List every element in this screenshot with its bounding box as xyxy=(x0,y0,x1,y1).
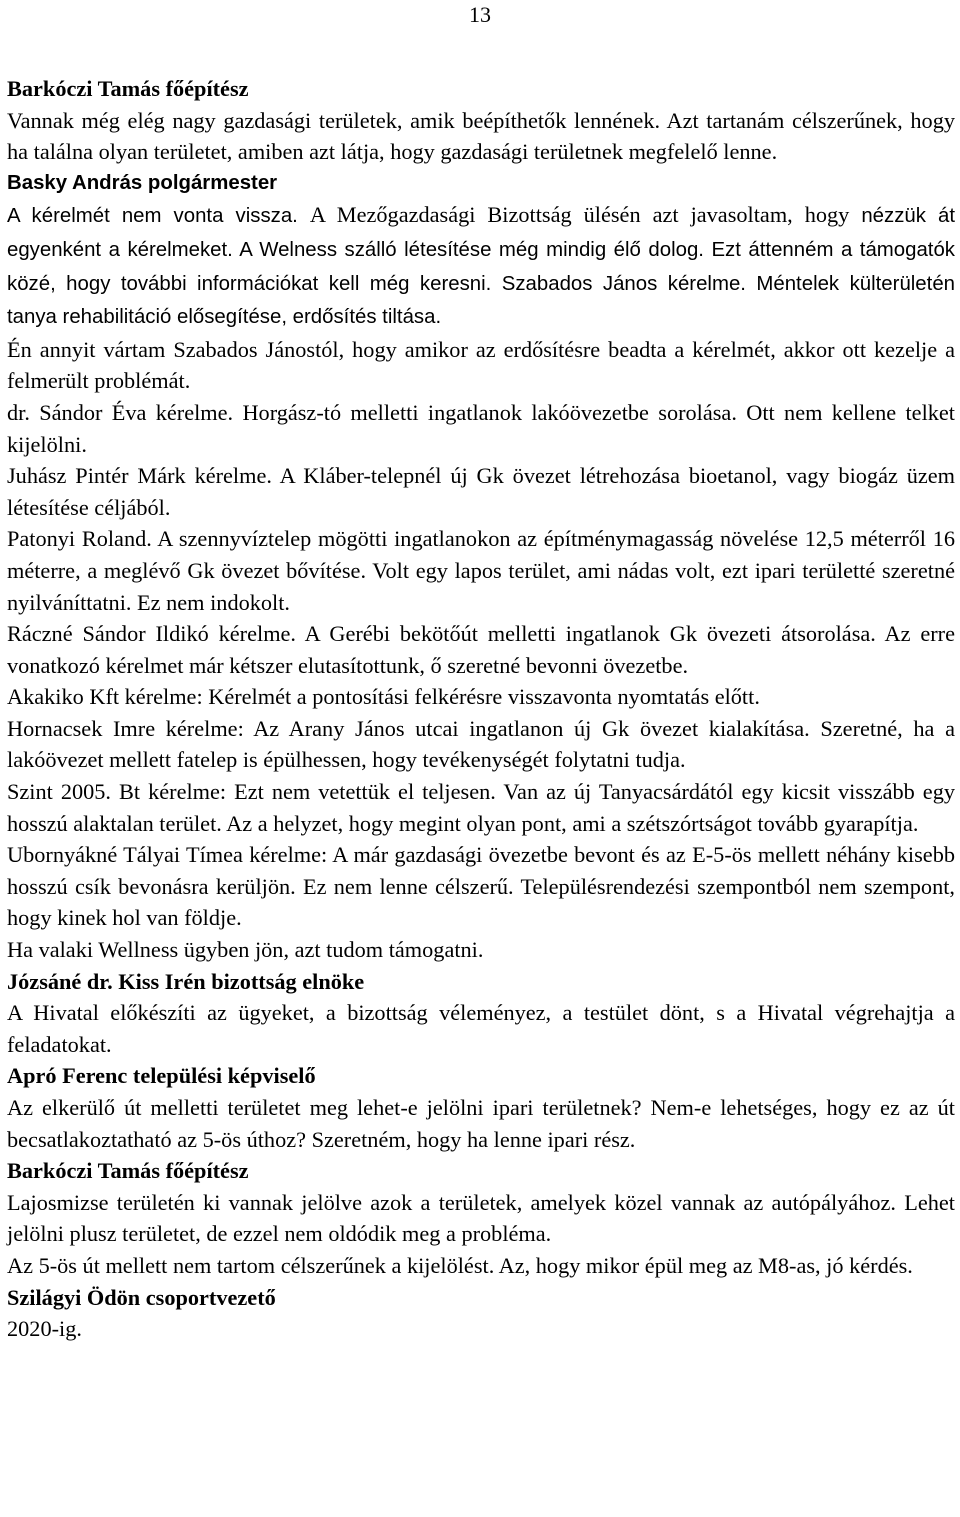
speaker-name: Józsáné dr. Kiss Irén bizottság elnöke xyxy=(7,968,365,994)
speaker-name: Barkóczi Tamás főépítész xyxy=(7,1158,249,1184)
paragraph: Ráczné Sándor Ildikó kérelme. A Gerébi bekötőút melletti ingatlanok Gk övezeti átsorolása. Az erre vonatkozó kérelmet már kétszer elutasítottunk, ő szeretné bevonni övezetbe. xyxy=(7,621,955,678)
paragraph xyxy=(7,199,955,333)
paragraph: Lajosmizse területén ki vannak jelölve azok a területek, amelyek közel vannak az autópályához. Lehet jelölni plusz területet, de ezzel nem oldódik meg a probléma. xyxy=(7,1189,955,1247)
paragraph: Az 5-ös út mellett nem tartom célszerűnek a kijelölést. Az, hogy mikor épül meg az M8-as, jó kérdés. xyxy=(7,1252,913,1278)
paragraph: Hornacsek Imre kérelme: Az Arany János utcai ingatlanon új Gk övezet kialakítása. Szeretné, ha a lakóövezet mellett fatelep is épülhessen, hogy tevékenységét folytatni tudja. xyxy=(7,715,955,773)
paragraph: Szint 2005. Bt kérelme: Ezt nem vetettük el teljesen. Van az új Tanyacsárdától egy kicsit visszább egy hosszú alaktalan terület. Az a helyzet, hogy megint olyan pont, ami a szétszórtságot tovább gyarapítja. xyxy=(7,779,955,836)
paragraph: Juhász Pintér Márk kérelme. A Kláber-telepnél új Gk övezet létrehozása bioetanol, vagy biogáz üzem létesítése céljából. xyxy=(7,463,955,520)
paragraph: Ha valaki Wellness ügyben jön, azt tudom támogatni. xyxy=(7,937,484,963)
paragraph: 2020-ig. xyxy=(7,1316,82,1342)
speaker-name: Barkóczi Tamás főépítész xyxy=(7,76,249,101)
speaker-name: Szilágyi Ödön csoportvezető xyxy=(7,1284,276,1310)
paragraph: Én annyit vártam Szabados Jánostól, hogy amikor az erdősítésre beadta a kérelmét, akkor ott kezelje a felmerült problémát. xyxy=(7,336,955,394)
paragraph-segment: A Mezőgazdasági Bizottság ülésén azt javasoltam, hogy xyxy=(309,202,862,228)
paragraph: Akakiko Kft kérelme: Kérelmét a pontosítási felkérésre visszavonta nyomtatás előtt. xyxy=(7,684,760,710)
paragraph: Patonyi Roland. A szennyvíztelep mögötti ingatlanokon az építménymagasság növelése 12,5 méterről 16 méterre, a meglévő Gk övezet bővítése. Volt egy lapos terület, ami nádas volt, ezt ipari területté szeretné nyilváníttatni. Ez nem indokolt. xyxy=(7,526,955,615)
paragraph: dr. Sándor Éva kérelme. Horgász-tó melletti ingatlanok lakóövezetbe sorolása. Ott nem kellene telket kijelölni. xyxy=(7,399,955,457)
page-number: 13 xyxy=(469,2,491,27)
paragraph: A Hivatal előkészíti az ügyeket, a bizottság véleményez, a testület dönt, s a Hivatal végrehajtja a feladatokat. xyxy=(7,1000,955,1057)
paragraph-segment: A kérelmét nem vonta vissza. xyxy=(7,205,310,228)
speaker-name: Apró Ferenc települési képviselő xyxy=(7,1063,316,1089)
speaker-name: Basky András polgármester xyxy=(7,171,278,194)
document-body xyxy=(7,73,955,1345)
paragraph: Az elkerülő út melletti területet meg lehet-e jelölni ipari területnek? Nem-e lehetséges, hogy ez az út becsatlakoztatható az 5-ös úthoz? Szeretném, hogy ha lenne ipari rész. xyxy=(7,1095,955,1152)
paragraph-segment: nézzük át egyenként a kérelmeket. A Welness szálló létesítése még mindig élő dolog. Ezt áttenném a támogatók közé, hogy további információkat kell még keresni. Szabados János kérelme. Méntelek külterületén tanya rehabilitáció elősegítése, erdősítés tiltása. xyxy=(7,205,956,329)
paragraph: Vannak még elég nagy gazdasági területek, amik beépíthetők lennének. Azt tartanám célszerűnek, hogy ha találna olyan területet, amiben azt látja, hogy gazdasági területnek megfelelő lenne. xyxy=(7,107,955,165)
paragraph: Ubornyákné Tályai Tímea kérelme: A már gazdasági övezetbe bevont és az E-5-ös mellett néhány kisebb hosszú csík bevonásra kerüljön. Ez nem lenne célszerű. Településrendezési szempontból nem szempont, hogy kinek hol van földje. xyxy=(7,842,955,931)
